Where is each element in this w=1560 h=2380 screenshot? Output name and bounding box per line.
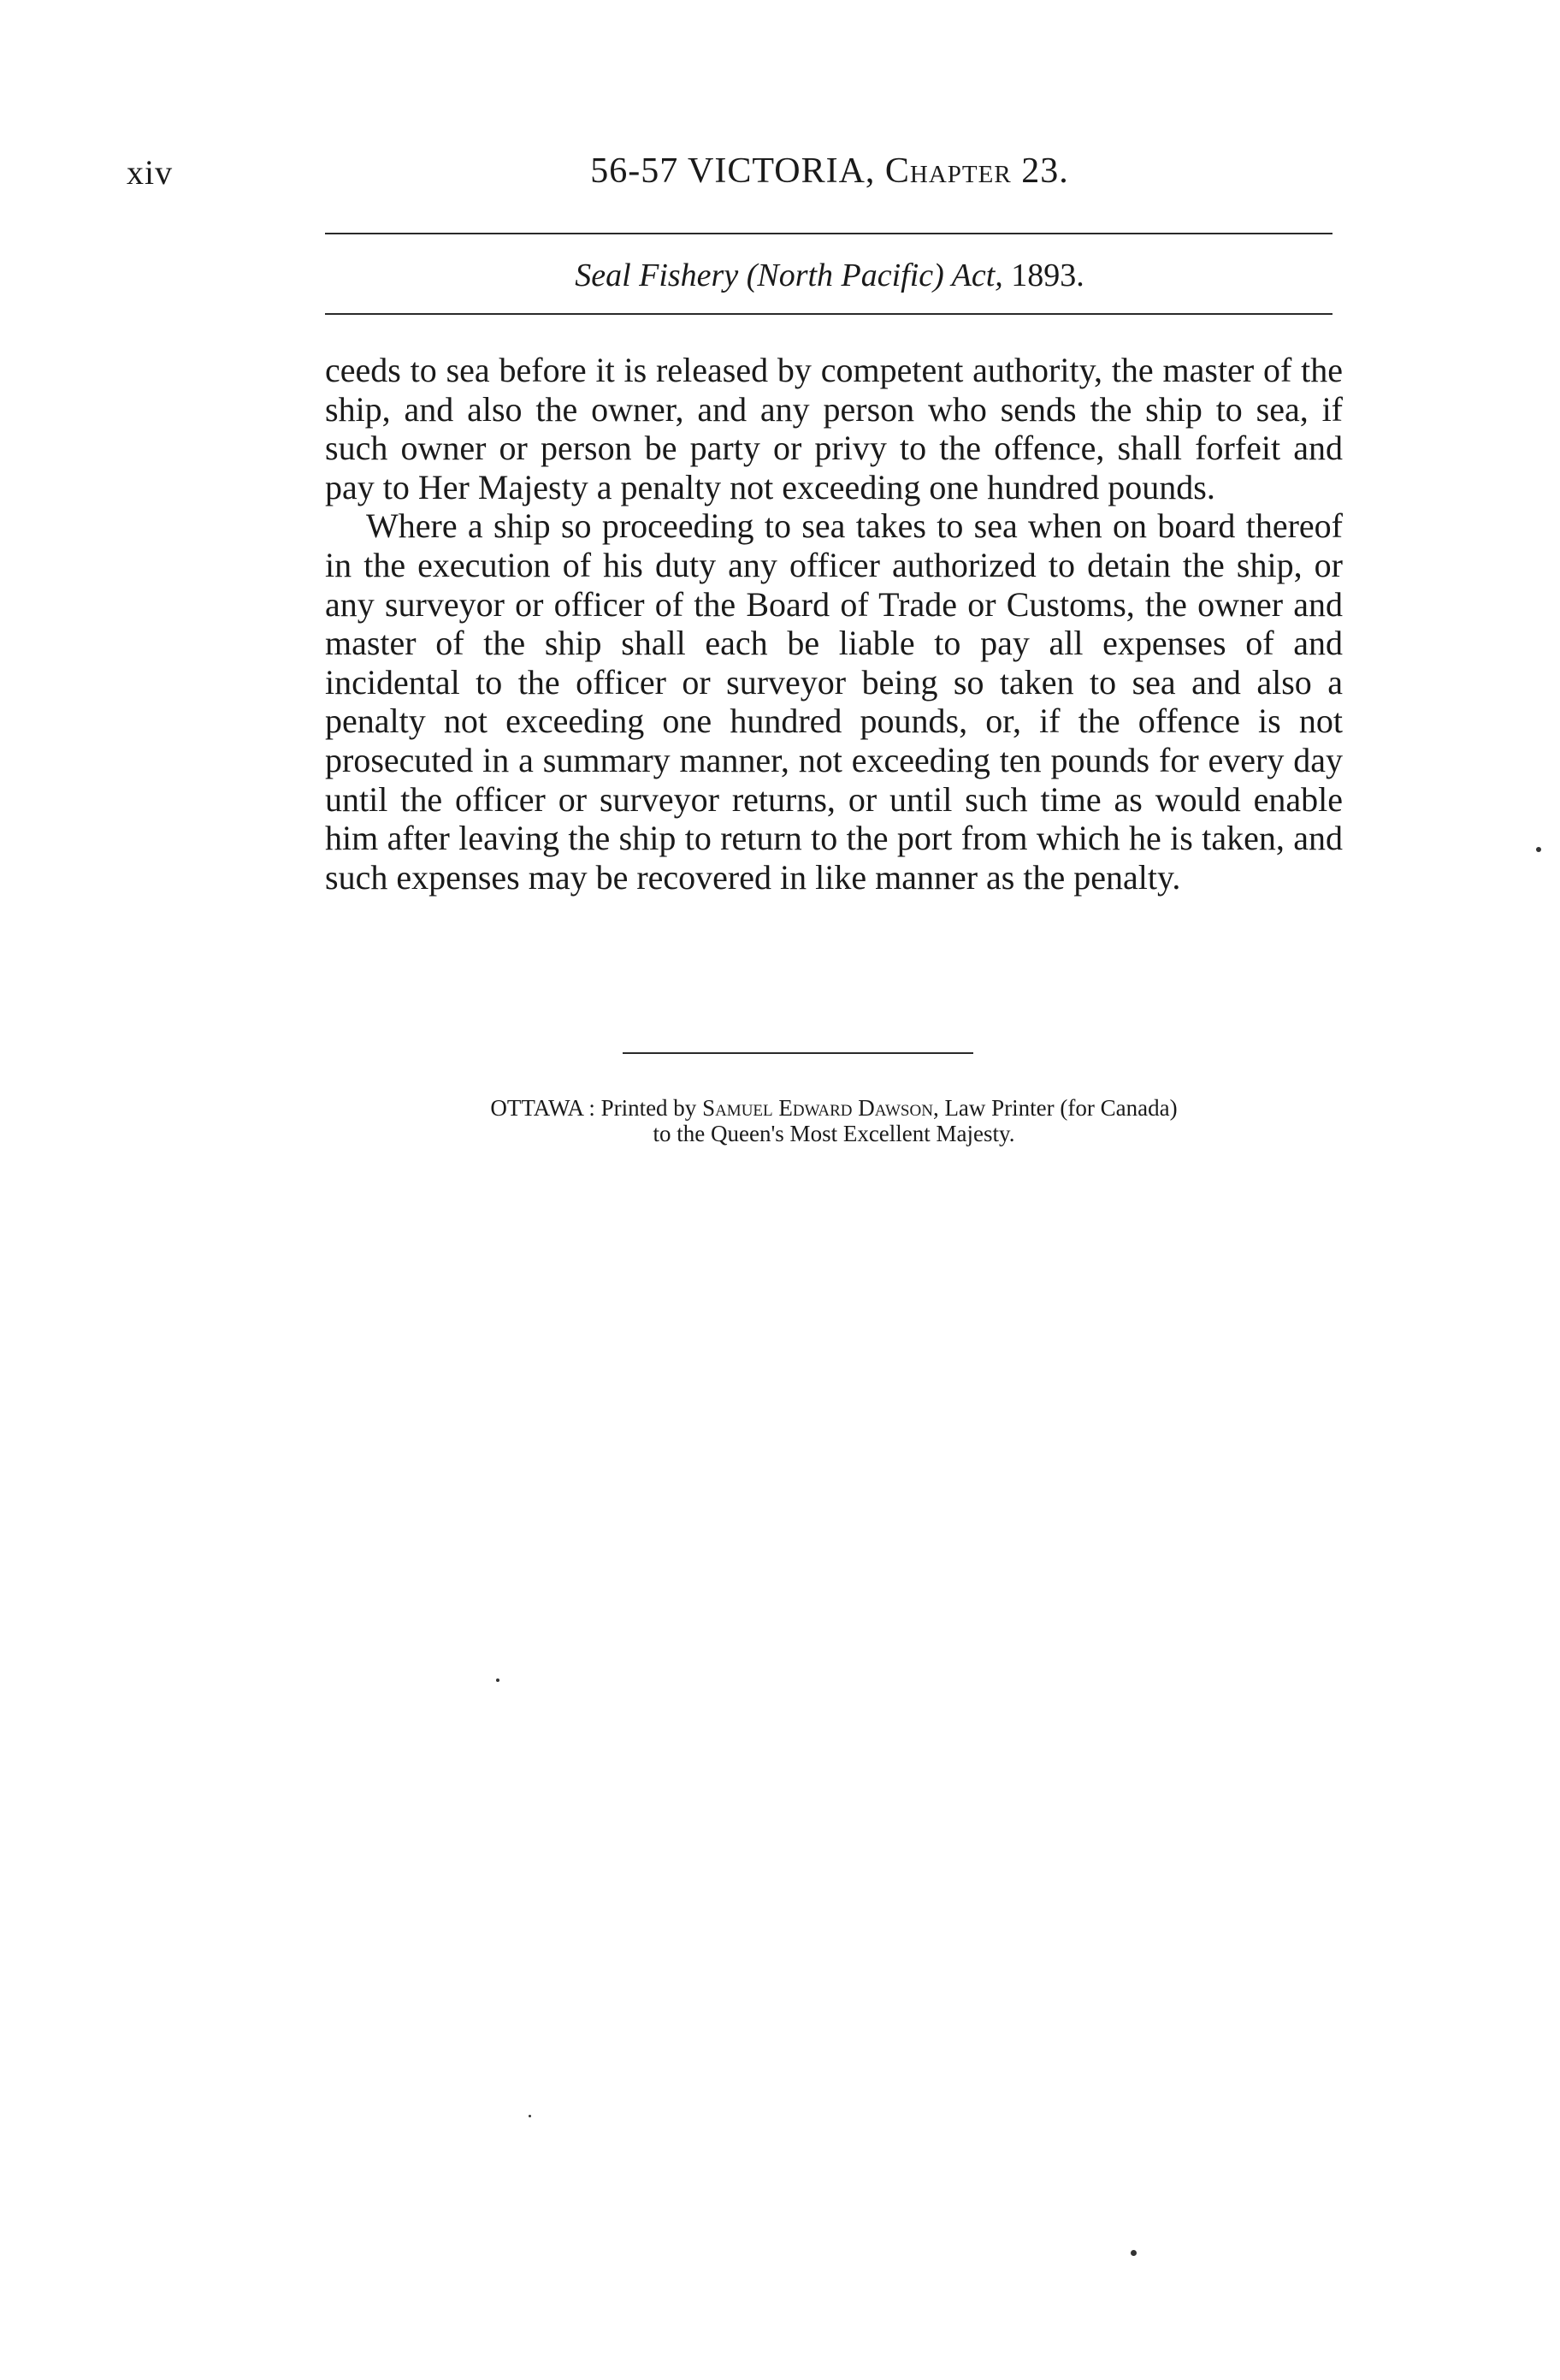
page-folio: xiv — [127, 153, 174, 192]
printer-imprint — [325, 1095, 1343, 1146]
paragraph-1: ceeds to sea before it is released by competent authority, the master of the ship, and also the owner, and any person who sends the ship to sea, if such owner or person be party or privy to the offence, shall forfeit and pay to Her Majesty a penalty not exceeding one hundred pounds. — [325, 351, 1343, 506]
imprint-line-1 — [325, 1095, 1343, 1121]
imprint-printer-name: Samuel Edward Dawson — [702, 1095, 933, 1121]
end-rule — [623, 1052, 973, 1054]
running-head-title: 56-57 VICTORIA, — [590, 151, 876, 191]
running-head-chapter-word: Chapter — [884, 151, 1012, 191]
scan-speck — [1536, 847, 1541, 852]
imprint-prefix: OTTAWA : Printed by — [490, 1095, 697, 1121]
top-rule — [325, 233, 1332, 234]
act-year: 1893. — [1011, 258, 1084, 293]
body-text — [325, 351, 1343, 897]
running-head-chapter-number: 23. — [1021, 151, 1069, 191]
imprint-suffix: , Law Printer (for Canada) — [932, 1095, 1178, 1121]
running-head — [325, 151, 1334, 192]
paragraph-2: Where a ship so proceeding to sea takes to sea when on board thereof in the execution of his duty any officer authorized to detain the ship, or any surveyor or officer of the Board of Trade or Customs, the owner and master of the ship shall each be liable to pay all expenses of and incidental to the officer or surveyor being so taken to sea and also a penalty not exceeding one hundred pounds, or, if the offence is not prosecuted in a summary manner, not exceeding ten pounds for every day until the officer or surveyor returns, or until such time as would enable him after leaving the ship to return to the port from which he is taken, and such expenses may be recovered in like manner as the penalty. — [325, 506, 1343, 897]
imprint-line-2: to the Queen's Most Excellent Majesty. — [653, 1121, 1015, 1146]
scan-speck — [529, 2115, 531, 2117]
act-name: Seal Fishery (North Pacific) Act, — [575, 258, 1003, 293]
act-subtitle — [325, 257, 1334, 294]
subtitle-rule — [325, 313, 1332, 315]
scan-speck — [1131, 2250, 1137, 2256]
scan-speck — [496, 1678, 499, 1682]
